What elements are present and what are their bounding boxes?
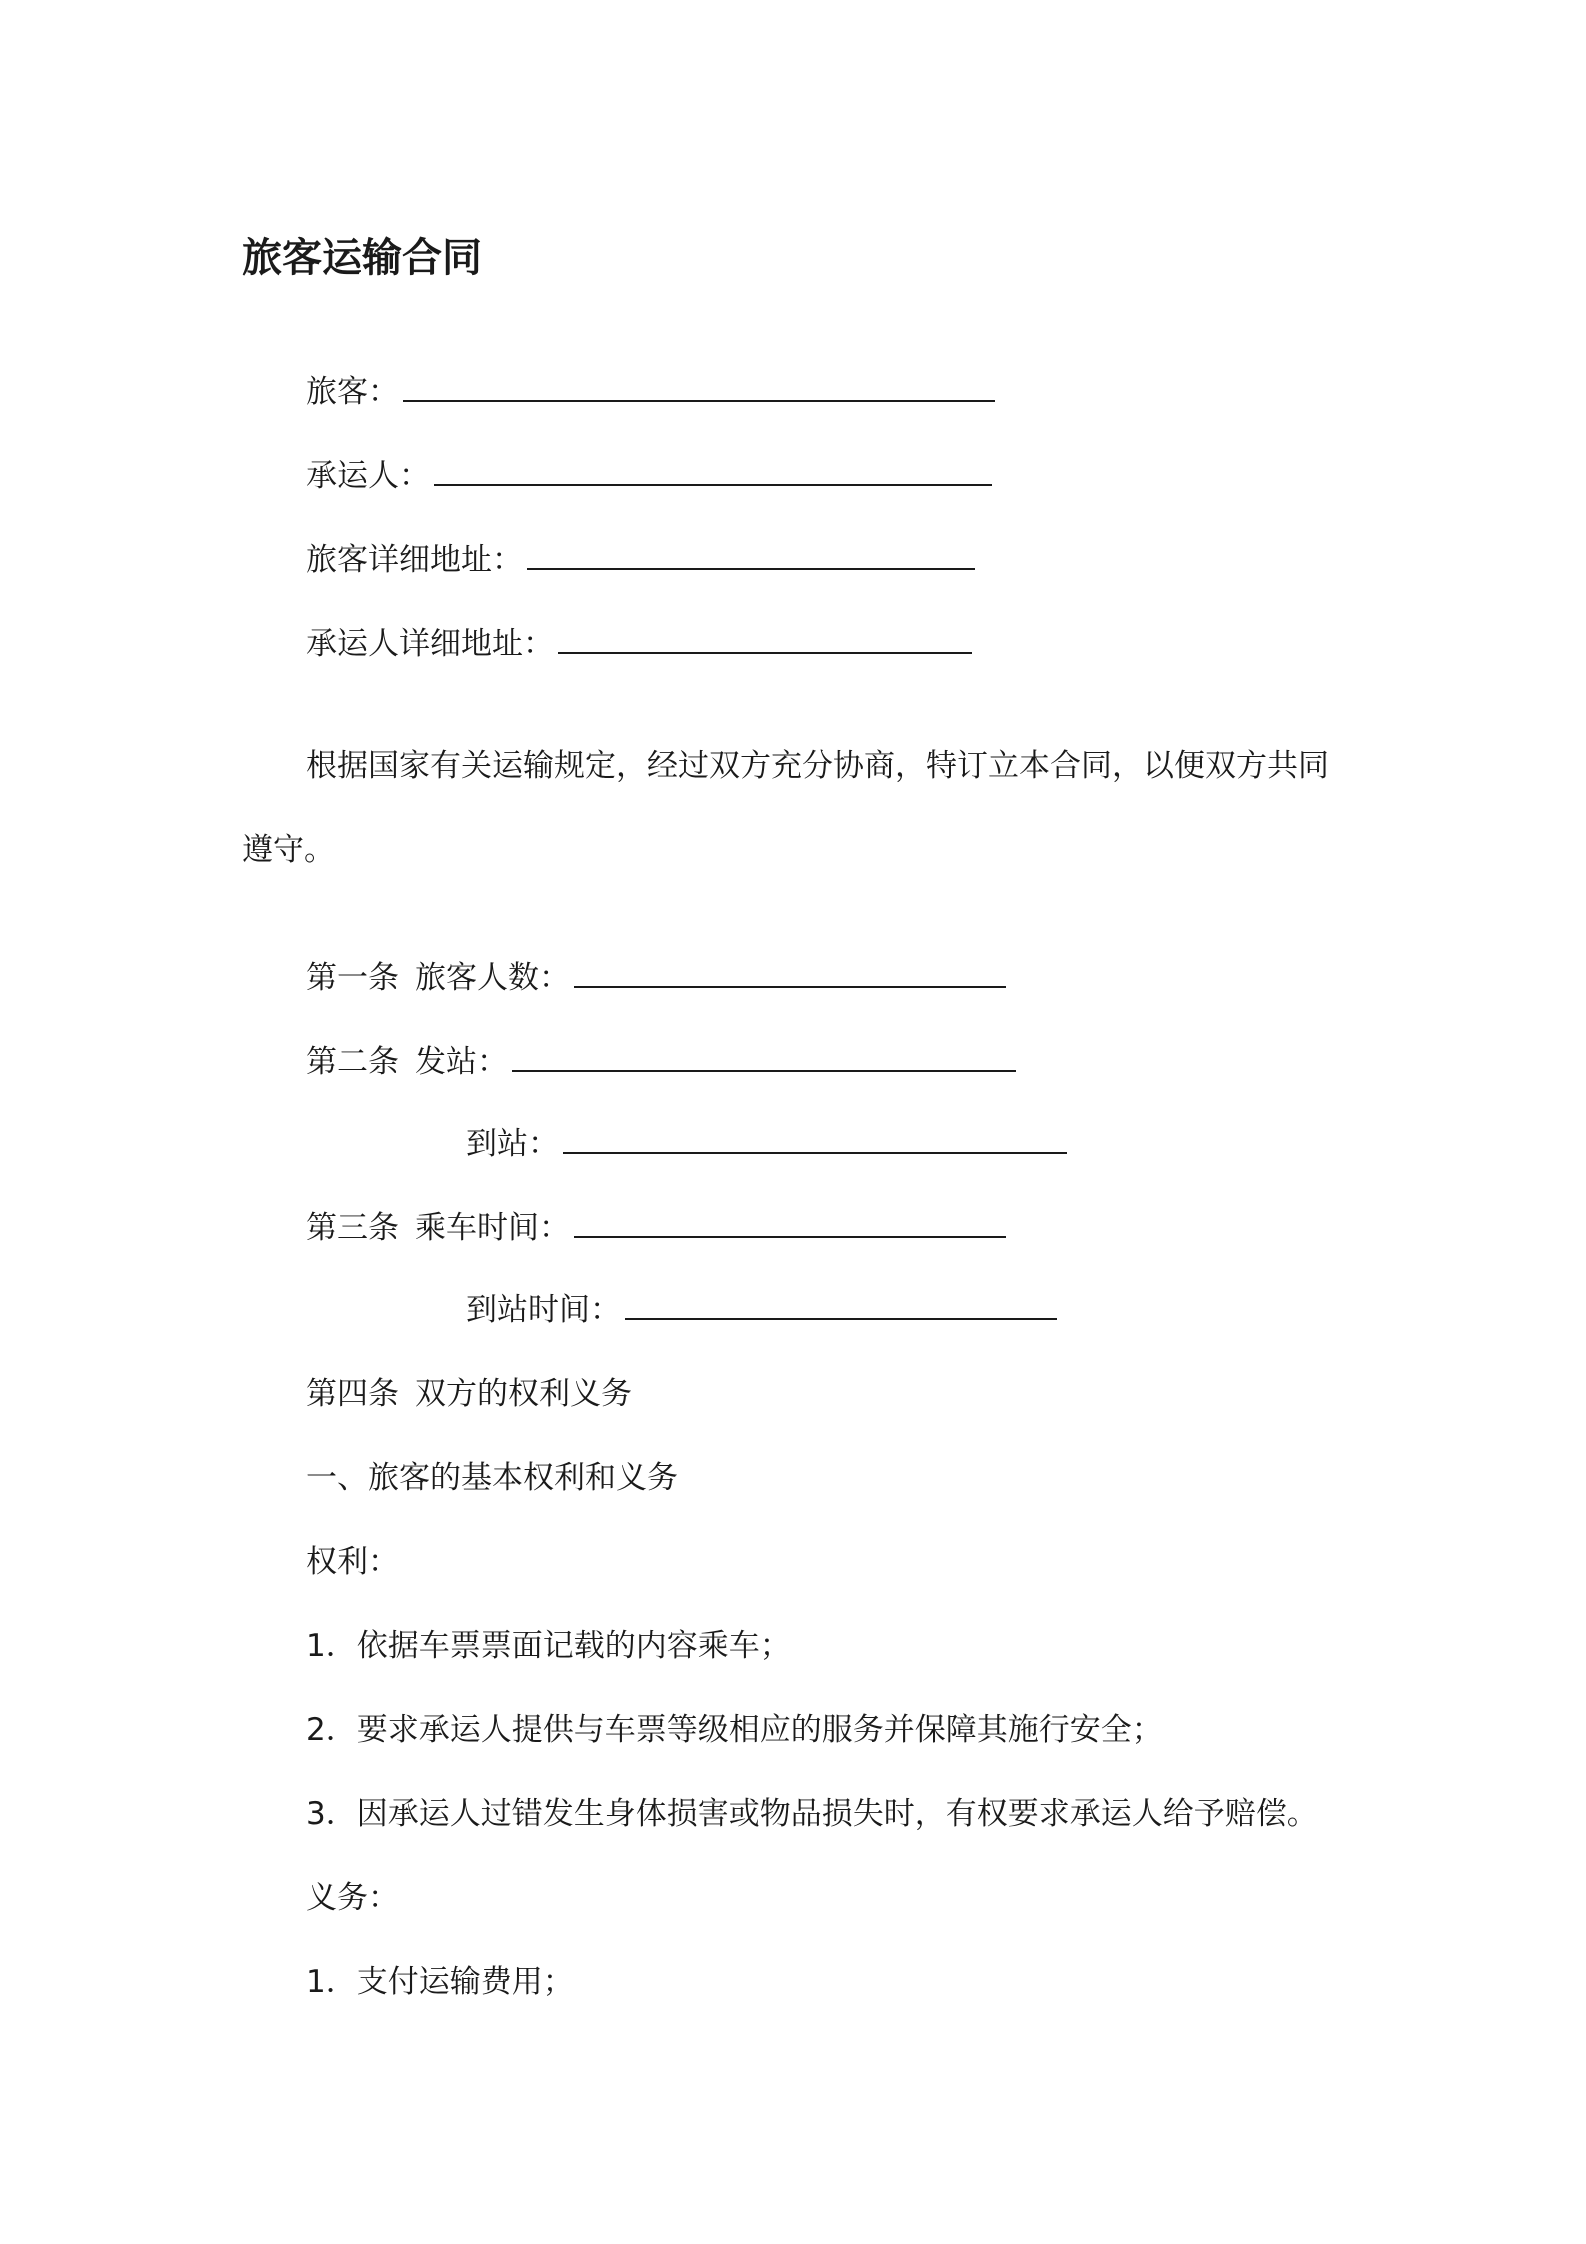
section-1-heading: 一、旅客的基本权利和义务	[306, 1460, 678, 1496]
article-2	[306, 1040, 1016, 1084]
rights-item-1: 1．依据车票票面记载的内容乘车；	[306, 1628, 791, 1664]
passenger-label: 旅客：	[306, 374, 399, 410]
rights-heading: 权利：	[306, 1544, 399, 1580]
arrival-time-label: 到站时间：	[466, 1292, 621, 1328]
arrival-time-field	[466, 1288, 1057, 1332]
duties-item-1: 1．支付运输费用；	[306, 1964, 574, 2000]
preamble-line-1: 根据国家有关运输规定，经过双方充分协商，特订立本合同，以便双方共同	[306, 748, 1329, 784]
arrival-station-field	[466, 1122, 1067, 1166]
passenger-count-blank[interactable]	[574, 956, 1006, 988]
arrival-station-blank[interactable]	[563, 1122, 1067, 1154]
carrier-label: 承运人：	[306, 458, 430, 494]
article-2-label: 发站：	[415, 1044, 508, 1080]
passenger-address-blank[interactable]	[527, 538, 975, 570]
arrival-time-blank[interactable]	[625, 1288, 1057, 1320]
article-4-label: 双方的权利义务	[415, 1376, 632, 1412]
arrival-station-label: 到站：	[466, 1126, 559, 1162]
rights-item-3: 3．因承运人过错发生身体损害或物品损失时，有权要求承运人给予赔偿。	[306, 1796, 1318, 1832]
duties-heading: 义务：	[306, 1880, 399, 1916]
article-2-number: 第二条	[306, 1044, 399, 1080]
carrier-address-label: 承运人详细地址：	[306, 626, 554, 662]
document-title: 旅客运输合同	[242, 235, 482, 281]
article-4	[306, 1372, 632, 1416]
preamble-line-2: 遵守。	[242, 832, 335, 868]
article-3-label: 乘车时间：	[415, 1210, 570, 1246]
passenger-address-label: 旅客详细地址：	[306, 542, 523, 578]
passenger-field	[306, 370, 995, 414]
rights-item-2: 2．要求承运人提供与车票等级相应的服务并保障其施行安全；	[306, 1712, 1163, 1748]
article-4-number: 第四条	[306, 1376, 399, 1412]
article-1-label: 旅客人数：	[415, 960, 570, 996]
carrier-field	[306, 454, 992, 498]
article-1	[306, 956, 1006, 1000]
article-3-number: 第三条	[306, 1210, 399, 1246]
carrier-address-blank[interactable]	[558, 622, 972, 654]
article-1-number: 第一条	[306, 960, 399, 996]
departure-station-blank[interactable]	[512, 1040, 1016, 1072]
passenger-blank[interactable]	[403, 370, 995, 402]
article-3	[306, 1206, 1006, 1250]
carrier-address-field	[306, 622, 972, 666]
passenger-address-field	[306, 538, 975, 582]
boarding-time-blank[interactable]	[574, 1206, 1006, 1238]
carrier-blank[interactable]	[434, 454, 992, 486]
